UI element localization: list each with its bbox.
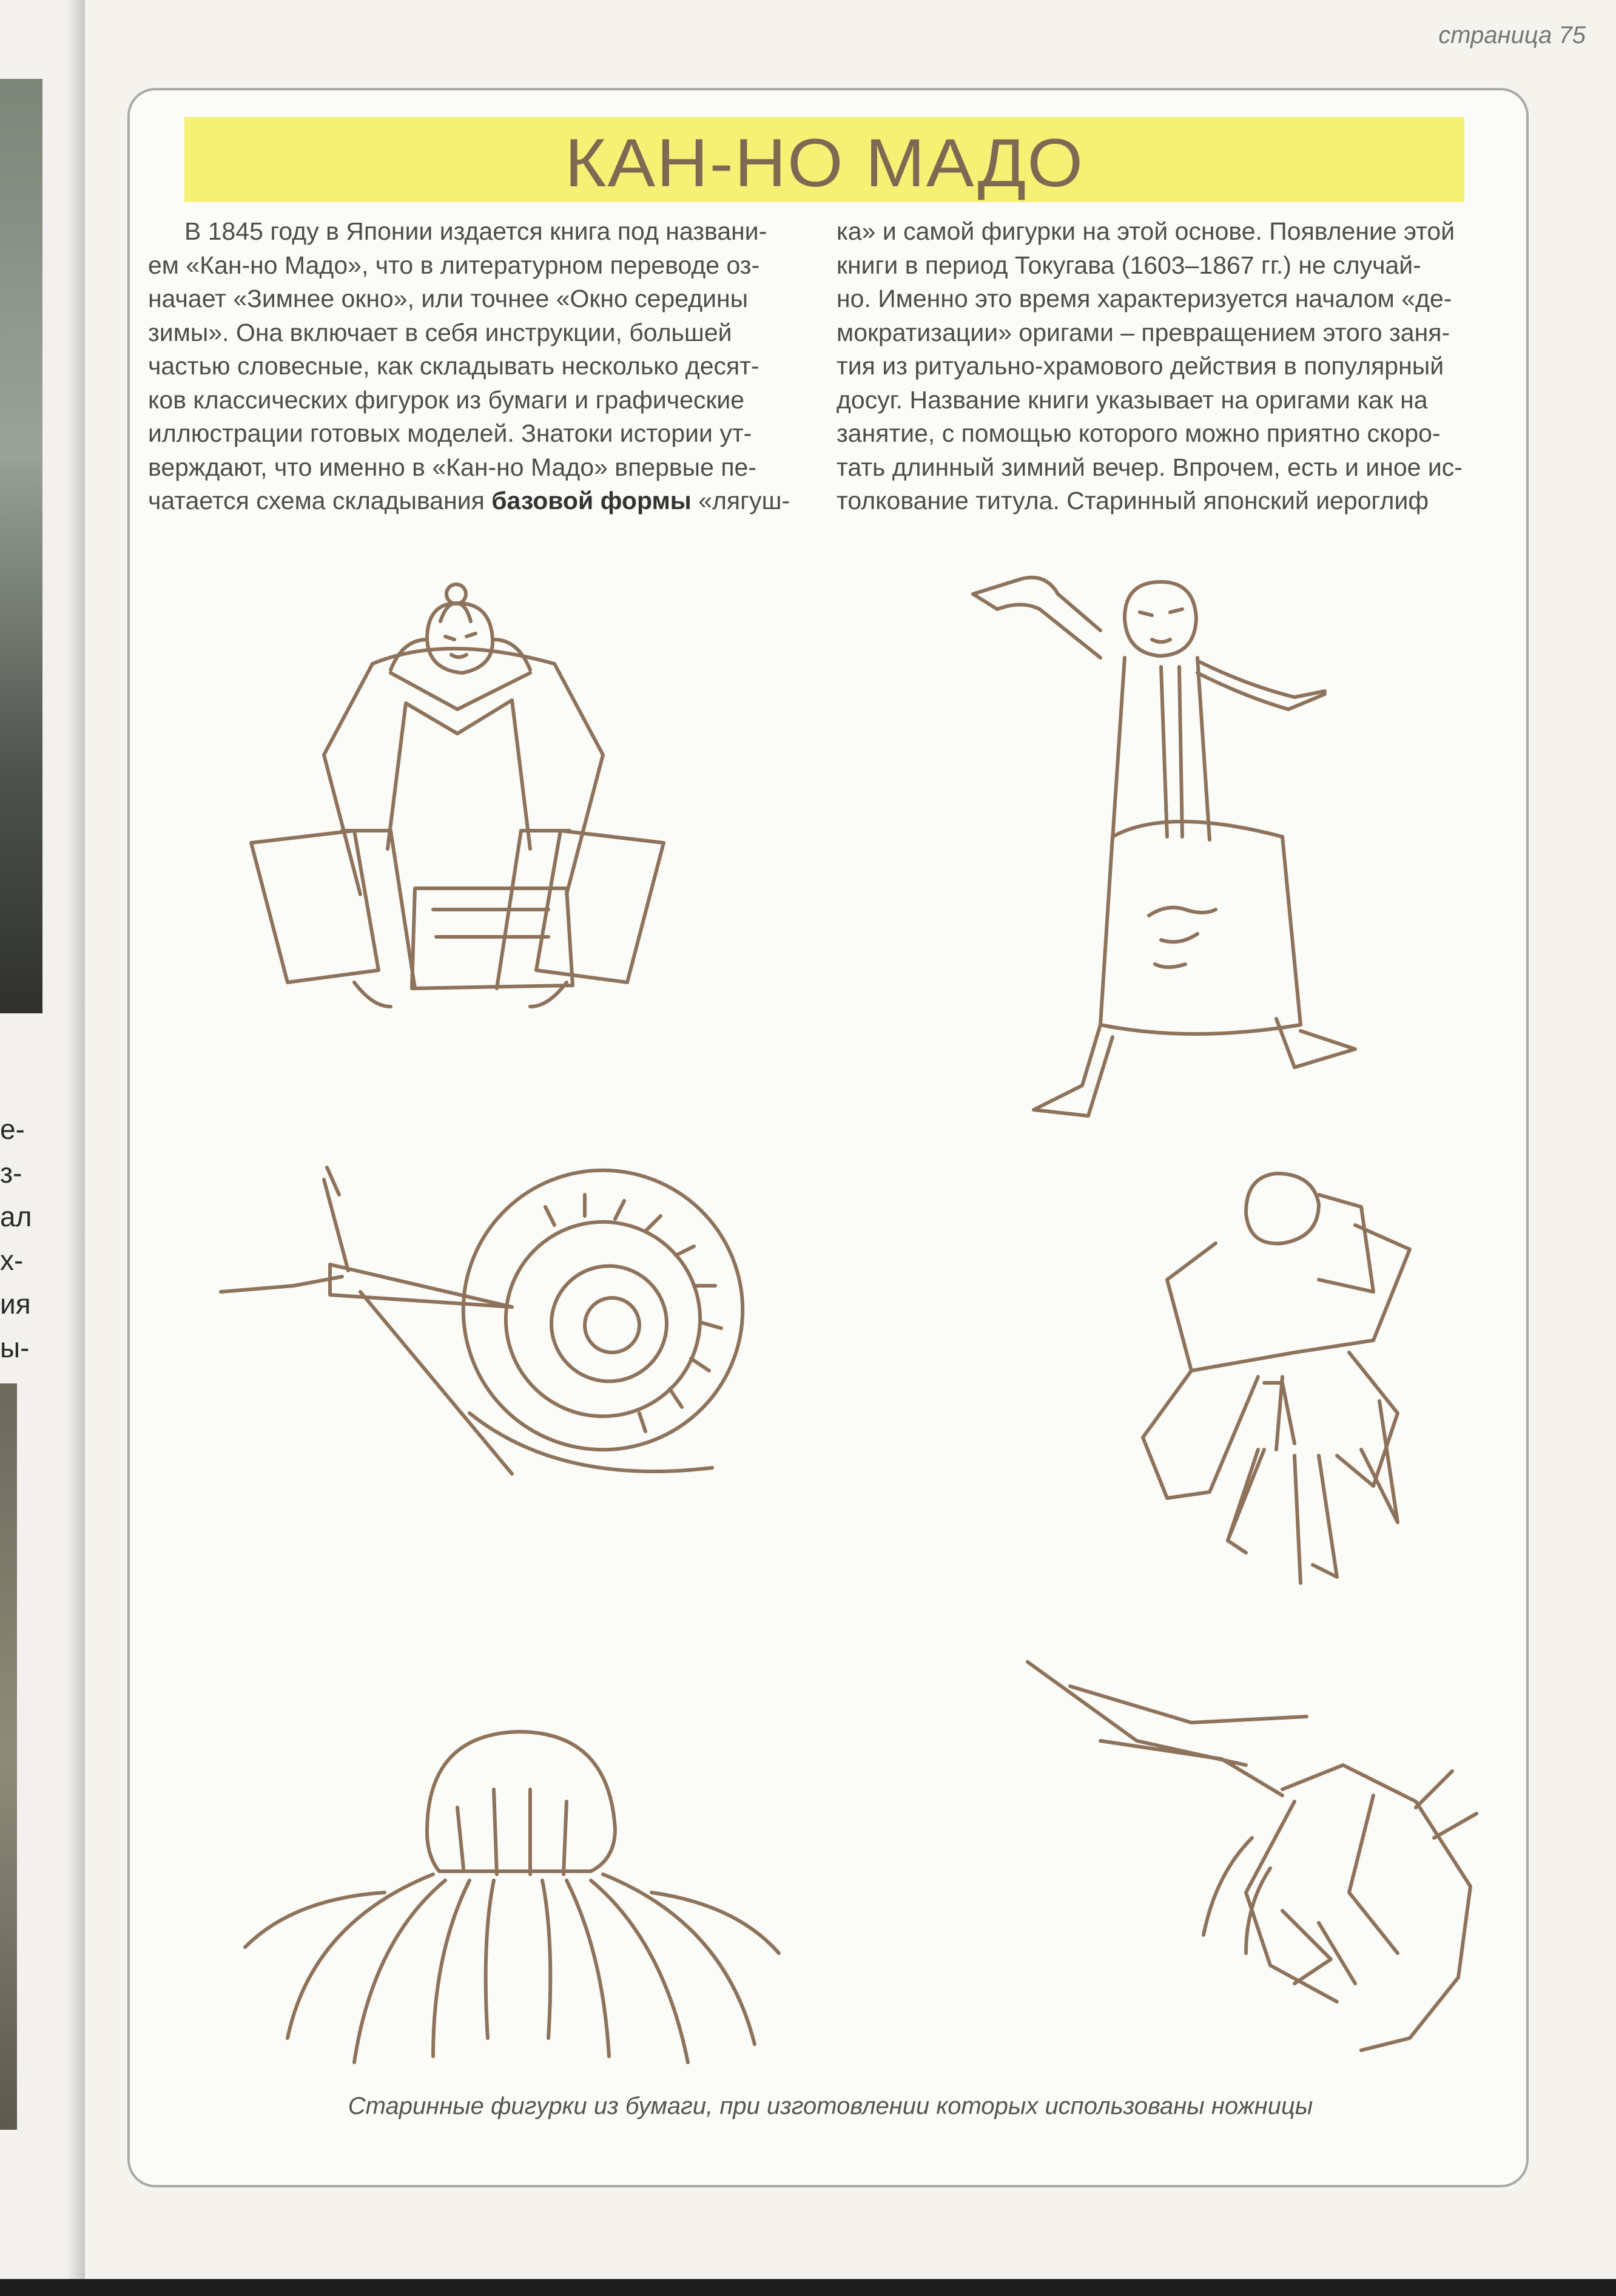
paragraph-line: досуг. Название книги указывает на оригами как на bbox=[837, 385, 1428, 414]
paragraph-line: начает «Зимнее окно», или точнее «Окно середины bbox=[148, 285, 749, 312]
snail-figure bbox=[221, 1167, 742, 1474]
fragment-line: ал bbox=[0, 1201, 32, 1232]
fragment-line: з- bbox=[0, 1157, 22, 1189]
paragraph-line: В 1845 году в Японии издается книга под названи- bbox=[184, 217, 767, 245]
paragraph-line: ем «Кан-но Мадо», что в литературном переводе оз- bbox=[148, 251, 760, 279]
text-span: «лягуш- bbox=[691, 487, 790, 515]
fragment-line: е- bbox=[0, 1113, 25, 1145]
paragraph-line: частью словесные, как складывать несколько десят- bbox=[148, 352, 759, 380]
jellyfish-figure bbox=[245, 1732, 779, 2062]
figure-caption: Старинные фигурки из бумаги, при изготовлении которых использованы ножницы bbox=[348, 2093, 1313, 2119]
paragraph-line: тия из ритуально-храмового действия в популярный bbox=[837, 352, 1444, 380]
book-page bbox=[85, 0, 1616, 2279]
previous-page-text-fragments bbox=[0, 1107, 36, 1369]
fragment-line: х- bbox=[0, 1244, 24, 1276]
paragraph-line: книги в период Токугава (1603–1867 гг.) не случай- bbox=[837, 251, 1421, 279]
origami-illustrations bbox=[130, 90, 1531, 2190]
dancer-figure bbox=[973, 578, 1355, 1116]
paragraph-line: тать длинный зимний вечер. Впрочем, есть и иное ис- bbox=[837, 453, 1463, 481]
shrimp-figure bbox=[1028, 1662, 1476, 2050]
article-title: КАН-НО МАДО bbox=[564, 125, 1085, 201]
paragraph-line: верждают, что именно в «Кан-но Мадо» впервые пе- bbox=[148, 453, 756, 481]
kimono-figure bbox=[1143, 1173, 1410, 1583]
paragraph-line: ков классических фигурок из бумаги и графические bbox=[148, 385, 745, 414]
paragraph-line: мократизации» оригами – превращением этого заня- bbox=[837, 318, 1450, 346]
sumo-wrestler-figure bbox=[251, 584, 664, 1007]
content-frame bbox=[127, 88, 1529, 2187]
fragment-line: ия bbox=[0, 1288, 31, 1320]
previous-page-photo-bottom bbox=[0, 1383, 17, 2130]
bold-term: базовой формы bbox=[491, 487, 692, 515]
previous-page-photo-top bbox=[0, 79, 42, 1013]
paragraph-line: зимы». Она включает в себя инструкции, большей bbox=[148, 318, 732, 346]
paragraph-line: ка» и самой фигурки на этой основе. Появление этой bbox=[837, 217, 1455, 245]
text-span: чатается схема складывания bbox=[148, 487, 492, 515]
paragraph-line: занятие, с помощью которого можно приятно скоро- bbox=[837, 419, 1441, 447]
paragraph-line: толкование титула. Старинный японский иероглиф bbox=[837, 487, 1429, 515]
fragment-line: ы- bbox=[0, 1332, 30, 1363]
page-number: страница 75 bbox=[1438, 22, 1586, 49]
scan-edge-bottom bbox=[0, 2279, 1616, 2296]
paragraph-line: иллюстрации готовых моделей. Знатоки истории ут- bbox=[148, 419, 752, 447]
paragraph-line: но. Именно это время характеризуется началом «де- bbox=[837, 285, 1452, 312]
